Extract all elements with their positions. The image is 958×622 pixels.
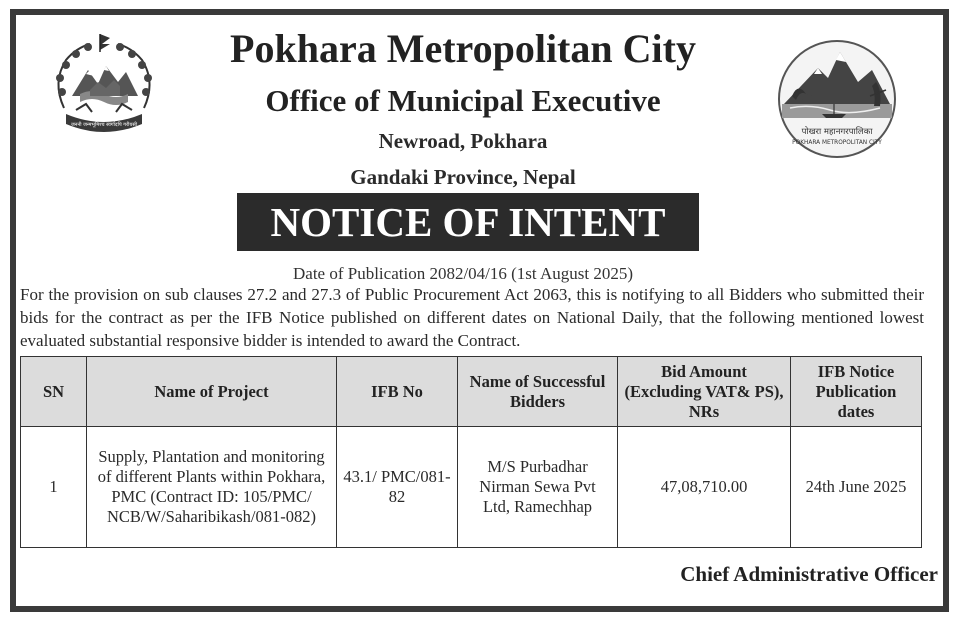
col-header-publication-dates: IFB Notice Publication dates (791, 357, 922, 427)
table-header-row (21, 357, 922, 427)
table-row (21, 427, 922, 548)
address-province: Gandaki Province, Nepal (350, 165, 576, 189)
office-title: Office of Municipal Executive (265, 83, 661, 118)
cell-sn: 1 (21, 427, 87, 548)
col-header-bid-amount: Bid Amount (Excluding VAT& PS), NRs (618, 357, 791, 427)
award-table (20, 356, 922, 548)
signoff-title: Chief Administrative Officer (680, 562, 938, 586)
cell-bidder: M/S Purbadhar Nirman Sewa Pvt Ltd, Ramechhap (458, 427, 618, 548)
svg-text:पोखरा महानगरपालिका: पोखरा महानगरपालिका (801, 127, 873, 137)
publication-date: Date of Publication 2082/04/16 (1st August 2025) (293, 264, 633, 283)
address-city: Newroad, Pokhara (378, 129, 548, 153)
cell-publication-date: 24th June 2025 (791, 427, 922, 548)
col-header-sn: SN (21, 357, 87, 427)
col-header-project: Name of Project (87, 357, 337, 427)
notice-title-banner: NOTICE OF INTENT (237, 193, 699, 251)
org-title: Pokhara Metropolitan City (230, 26, 696, 71)
col-header-ifb-no: IFB No (337, 357, 458, 427)
cell-ifb-no: 43.1/ PMC/081-82 (337, 427, 458, 548)
pokhara-metropolitan-logo-icon (776, 38, 898, 160)
col-header-bidder: Name of Successful Bidders (458, 357, 618, 427)
svg-text:POKHARA METROPOLITAN CITY: POKHARA METROPOLITAN CITY (792, 140, 882, 146)
nepal-coat-of-arms-icon (46, 30, 162, 146)
cell-bid-amount: 47,08,710.00 (618, 427, 791, 548)
notice-body-text: For the provision on sub clauses 27.2 and 27.3 of Public Procurement Act 2063, this is notifying to all Bidders who submitted their bids for the contract as per the IFB Notice published on different dates on National Daily, that the following mentioned lowest evaluated substantial responsive bidder is intended to award the Contract. (20, 285, 924, 350)
svg-text:जननी जन्मभूमिश्च स्वर्गादपि गर: जननी जन्मभूमिश्च स्वर्गादपि गरीयसी (70, 122, 138, 128)
cell-project: Supply, Plantation and monitoring of different Plants within Pokhara, PMC (Contract ID: 105/PMC/ NCB/W/Saharibikash/081-082) (87, 427, 337, 548)
